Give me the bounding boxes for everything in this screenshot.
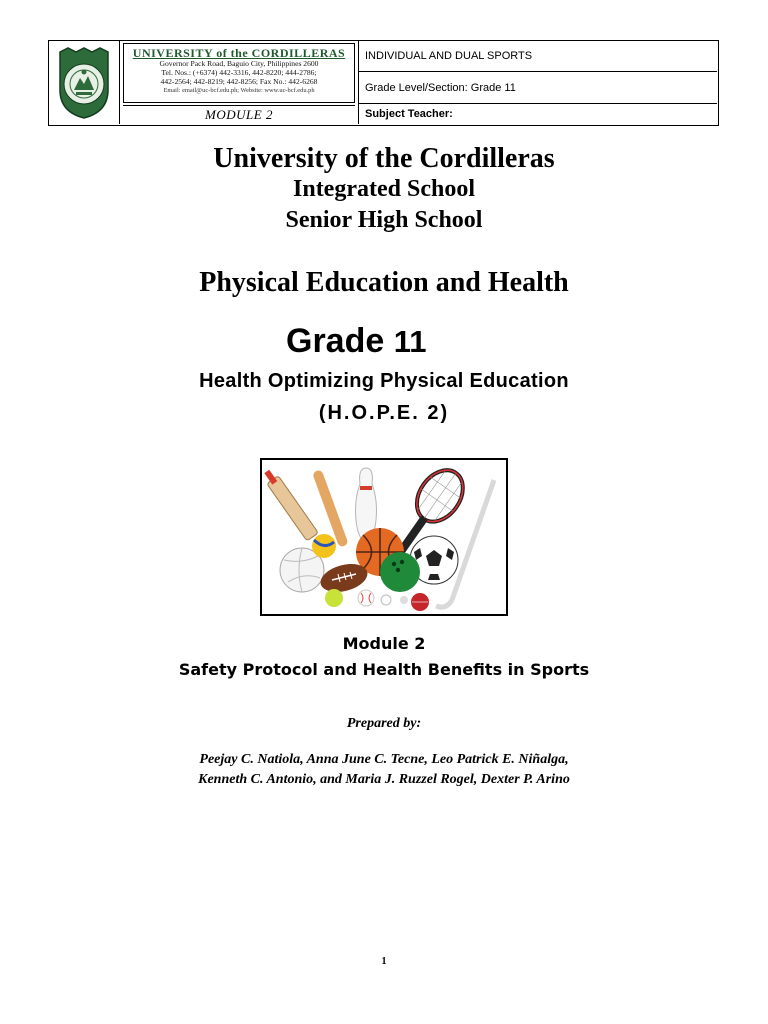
module-number: Module 2 [342,634,426,653]
university-tel-line1: Tel. Nos.: (+6374) 442-3316, 442-8220; 444-2786; [161,68,317,77]
title-hope-abbr: (H.O.P.E. 2) [318,402,450,424]
subject-teacher: Subject Teacher: [365,108,453,120]
title-university: University of the Cordilleras [213,143,555,174]
sports-equipment-image [260,458,508,616]
page-number: 1 [381,956,387,967]
prepared-by-label: Prepared by: [346,716,422,731]
title-hope-full: Health Optimizing Physical Education [199,370,569,392]
grade-word: Grade [286,322,385,360]
grade-number: 11 [393,324,427,359]
sports-equipment-illustration [262,460,506,614]
authors-line-2: Kenneth C. Antonio, and Maria J. Ruzzel Rogel, Dexter P. Arino [198,772,570,787]
university-seal-icon [54,46,114,120]
header-right-cell [359,41,717,124]
university-info-cell [121,41,359,124]
title-integrated-school: Integrated School [293,176,475,202]
university-tel-line2: 442-2564; 442-8219; 442-8256; Fax No.: 442-6268 [160,77,318,86]
module-subtitle: Safety Protocol and Health Benefits in Sports [178,660,590,679]
university-email-line: Email: email@uc-bcf.edu.ph; Website: www.uc-bcf.edu.ph [163,87,315,94]
title-grade [286,322,427,361]
authors-line-1: Peejay C. Natiola, Anna June C. Tecne, Leo Patrick E. Niñalga, [199,752,569,767]
university-address: Governor Pack Road, Baguio City, Philippines 2600 [159,59,319,68]
title-senior-high: Senior High School [285,207,483,233]
university-name: UNIVERSITY of the CORDILLERAS [132,46,346,60]
title-course: Physical Education and Health [199,267,569,298]
university-info-box [123,43,355,103]
subject-name: INDIVIDUAL AND DUAL SPORTS [359,41,717,72]
module-label: MODULE 2 [123,105,355,123]
university-seal-cell [49,41,120,124]
grade-section: Grade Level/Section: Grade 11 [359,73,717,104]
header-table [48,40,719,126]
